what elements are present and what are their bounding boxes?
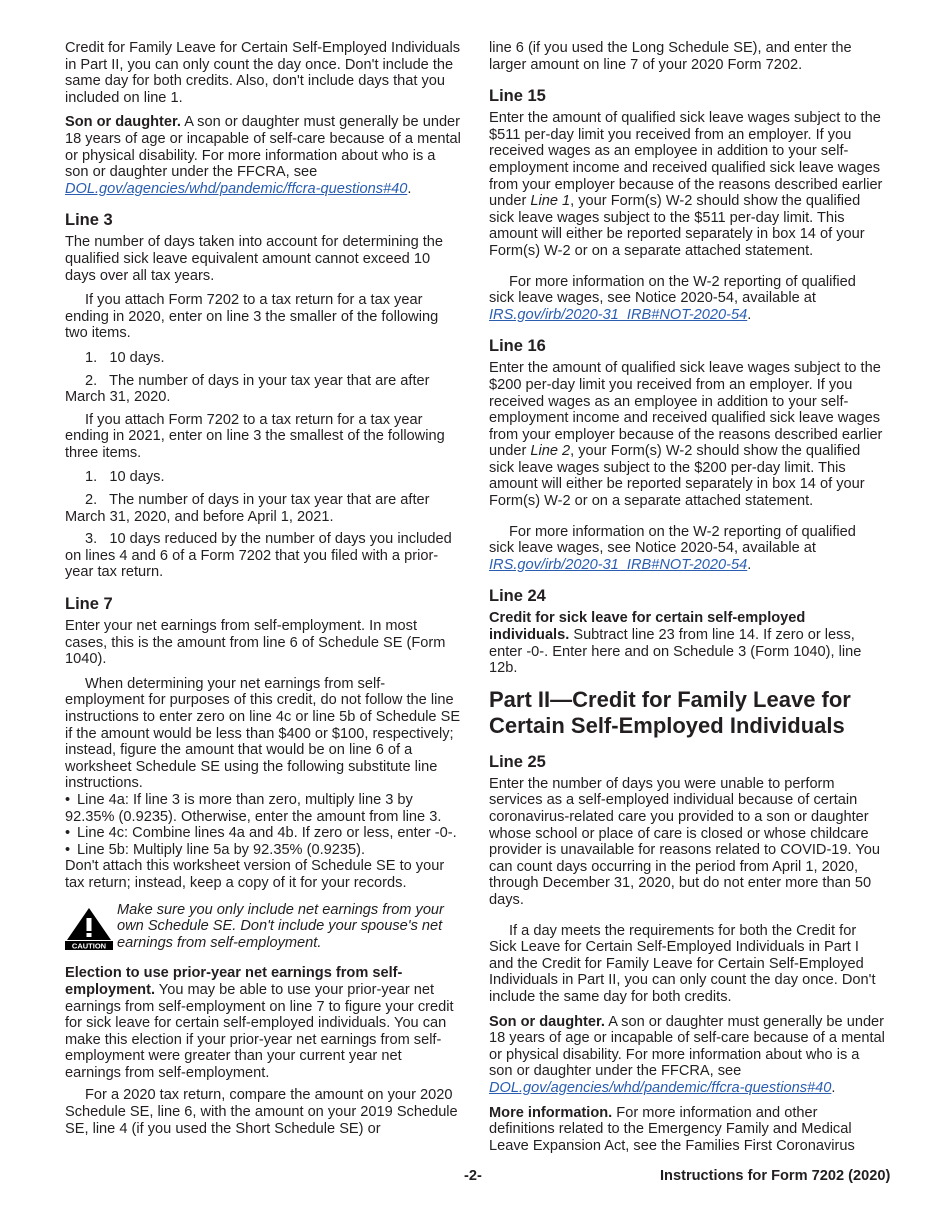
footer-title: Instructions for Form 7202 (2020): [660, 1168, 891, 1184]
son-or-daughter-heading: Son or daughter.: [65, 114, 181, 131]
line3-p2: If you attach Form 7202 to a tax return for a tax year ending in 2020, enter on line 3 the smaller of the following two items.: [65, 292, 439, 342]
line7-heading: Line 7: [65, 595, 113, 614]
period: .: [747, 306, 752, 323]
line1-reference: Line 1: [530, 193, 571, 210]
son-or-daughter-text: A son or daughter must generally be under 18 years of age or incapable of self-care because of a mental or physical disability. For more information about who is a son or daughter under the FFCRA, see: [65, 114, 461, 181]
line3-heading: Line 3: [65, 211, 113, 230]
bullet-text: Line 4a: If line 3 is more than zero, multiply line 3 by 92.35% (0.9235). Otherwise, enter the amount from line 3.: [65, 791, 442, 825]
line7-p3: Don't attach this worksheet version of Schedule SE to your tax return; instead, keep a copy of it for your records.: [65, 858, 445, 891]
line3-item-b2: 2. The number of days in your tax year that are after March 31, 2020, and before April 1, 2021.: [65, 492, 430, 525]
left-column: [65, 40, 461, 1145]
right-column: [489, 40, 885, 1162]
dol-link[interactable]: DOL.gov/agencies/whd/pandemic/ffcra-questions#40: [489, 1079, 832, 1096]
line16-p1: [489, 360, 885, 509]
line2-reference: Line 2: [530, 443, 571, 460]
bullet-item: • Line 4c: Combine lines 4a and 4b. If zero or less, enter -0-.: [65, 825, 457, 842]
caution-icon: [65, 906, 113, 950]
line15-text-b: , your Form(s) W-2 should show the qualified sick leave wages subject to the $511 per-day limit. This amount will either be reported separately in box 14 of your Form(s) W-2 or on a separate attached statement.: [489, 193, 865, 259]
line16-p2: [489, 524, 885, 574]
line24-heading: Line 24: [489, 587, 546, 606]
line16-text-a: Enter the amount of qualified sick leave wages subject to the $200 per-day limit you received from an employer. If you received wages as an employee in addition to your self-employment income and received qualified sick leave wages from your employer because of the reasons described earlier under: [489, 360, 883, 460]
line3-item-b3: 3. 10 days reduced by the number of days you included on lines 4 and 6 of a Form 7202 that you filed with a prior-year tax return.: [65, 531, 452, 581]
caution-text: Make sure you only include net earnings from your own Schedule SE. Don't include your spouse's net earnings from self-employment.: [117, 901, 444, 951]
line16-text-b: , your Form(s) W-2 should show the qualified sick leave wages subject to the $200 per-day limit. This amount will either be reported separately in box 14 of your Form(s) W-2 or on a separate attached statement.: [489, 443, 865, 510]
more-information-heading: More information.: [489, 1104, 613, 1121]
bullet-item: • Line 4a: If line 3 is more than zero, multiply line 3 by 92.35% (0.9235). Otherwise, enter the amount from line 3.: [65, 791, 442, 825]
line25-heading: Line 25: [489, 752, 546, 771]
irs-link[interactable]: IRS.gov/irb/2020-31_IRB#NOT-2020-54: [489, 556, 748, 573]
line15-p2-text: For more information on the W-2 reporting of qualified sick leave wages, see Notice 2020-54, available at: [489, 273, 856, 307]
son-or-daughter-paragraph: [65, 114, 461, 197]
irs-link[interactable]: IRS.gov/irb/2020-31_IRB#NOT-2020-54: [489, 306, 748, 323]
election-paragraph: [65, 965, 461, 1081]
line24-bold-heading: Credit for sick leave for certain self-employed individuals.: [489, 610, 806, 644]
son-or-daughter-heading: Son or daughter.: [489, 1013, 605, 1030]
bullet-text: Line 4c: Combine lines 4a and 4b. If zero or less, enter -0-.: [77, 825, 457, 842]
election-text: You may be able to use your prior-year net earnings from self-employment on line 7 to figure your credit for sick leave for certain self-employed individuals. You can make this election if your prior-year net earnings from self-employment were greater than your current year net earnings from self-employment.: [65, 981, 454, 1081]
line15-p1: [489, 110, 885, 259]
continued-paragraph: line 6 (if you used the Long Schedule SE), and enter the larger amount on line 7 of your 2020 Form 7202.: [489, 40, 852, 73]
line3-item-a1: 1. 10 days.: [85, 349, 165, 366]
period: .: [747, 556, 752, 573]
line7-p4: For a 2020 tax return, compare the amount on your 2020 Schedule SE, line 6, with the amount on your 2019 Schedule SE, line 4 (if you used the Short Schedule SE) or: [65, 1087, 458, 1137]
caution-label: CAUTION: [71, 941, 107, 950]
line16-heading: Line 16: [489, 337, 546, 356]
more-information-text: For more information and other definitions related to the Emergency Family and Medical Leave Expansion Act, see the Families First Coronavirus: [489, 1104, 855, 1154]
line15-text-a: Enter the amount of qualified sick leave wages subject to the $511 per-day limit you received from an employer. If you received wages as an employee in addition to your self-employment income and received qualified sick leave wages from your employer because of the reasons described earlier under: [489, 110, 883, 210]
son-or-daughter-paragraph: [489, 1014, 885, 1097]
line7-p2: When determining your net earnings from self-employment for purposes of this credit, do not follow the line instructions to enter zero on line 4c or line 5b of Schedule SE if the amount would be less than $400 or $100, respectively; instead, figure the amount that would be on line 6 of a worksheet Schedule SE using the following substitute line instructions.: [65, 675, 461, 792]
continued-paragraph: Credit for Family Leave for Certain Self-Employed Individuals in Part II, you can only count the day once. Don't include the same day for both credits. Also, don't include days that you included on line 1.: [65, 40, 461, 106]
period: .: [407, 180, 412, 197]
line24-paragraph: [489, 610, 885, 676]
election-heading: Election to use prior-year net earnings from self-employment.: [65, 965, 403, 998]
line24-text: Subtract line 23 from line 14. If zero or less, enter -0-. Enter here and on Schedule 3 (Form 1040), line 12b.: [489, 627, 862, 677]
line25-p1: Enter the number of days you were unable to perform services as a self-employed individual because of certain coronavirus-related care you provided to a son or daughter whose school or place of care is closed or whose childcare provider is unavailable for reasons related to COVID-19. You can count days occurring in the period from April 1, 2020, through December 31, 2020, but do not enter more than 50 days.: [489, 775, 881, 908]
line7-p1: Enter your net earnings from self-employment. In most cases, this is the amount from line 6 of Schedule SE (Form 1040).: [65, 618, 446, 668]
line15-p2: [489, 274, 885, 324]
caution-box: [65, 902, 461, 952]
line3-item-b1: 1. 10 days.: [85, 469, 165, 486]
line15-heading: Line 15: [489, 87, 546, 106]
line16-p2-text: For more information on the W-2 reporting of qualified sick leave wages, see Notice 2020-54, available at: [489, 523, 856, 557]
more-information-paragraph: [489, 1105, 885, 1155]
line3-item-a2: 2. The number of days in your tax year that are after March 31, 2020.: [65, 372, 430, 406]
page-number: -2-: [464, 1168, 482, 1184]
dol-link[interactable]: DOL.gov/agencies/whd/pandemic/ffcra-questions#40: [65, 180, 408, 197]
son-or-daughter-text: A son or daughter must generally be under 18 years of age or incapable of self-care because of a mental or physical disability. For more information about who is a son or daughter under the FFCRA, see: [489, 1013, 885, 1080]
line3-p3: If you attach Form 7202 to a tax return for a tax year ending in 2021, enter on line 3 the smallest of the following three items.: [65, 411, 445, 461]
period: .: [831, 1079, 836, 1096]
bullet-item: • Line 5b: Multiply line 5a by 92.35% (0.9235).: [65, 841, 365, 858]
line25-p2: If a day meets the requirements for both the Credit for Sick Leave for Certain Self-Employed Individuals in Part I and the Credit for Family Leave for Certain Self-Employed Individuals in Part II, you can only count the day once. Don't include the same day for both credits.: [489, 922, 876, 1005]
bullet-text: Line 5b: Multiply line 5a by 92.35% (0.9235).: [77, 841, 365, 858]
part2-heading: Part II—Credit for Family Leave for Certain Self-Employed Individuals: [489, 686, 851, 738]
line3-p1: The number of days taken into account for determining the qualified sick leave equivalent amount cannot exceed 10 days over all tax years.: [65, 234, 444, 284]
